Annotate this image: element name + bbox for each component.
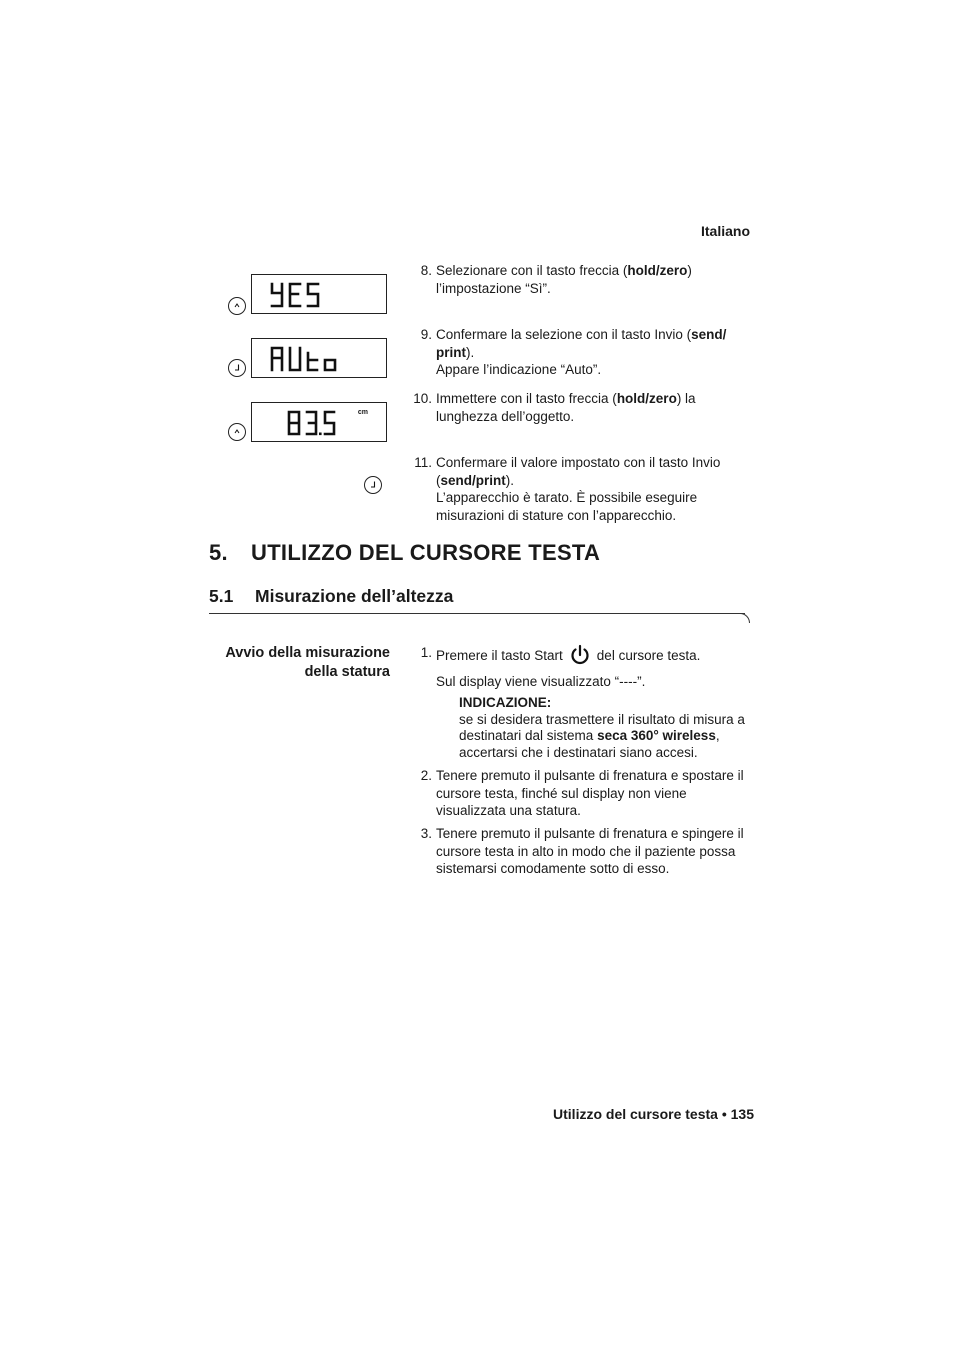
step-number: 2. (420, 768, 432, 783)
arrow-key-icon (228, 297, 246, 315)
step-text-post: ) la lunghezza dell’oggetto. (436, 391, 696, 424)
step-3 (410, 825, 755, 878)
arrow-key-icon (228, 423, 246, 441)
step-text (436, 326, 755, 379)
side-heading (200, 644, 390, 681)
step-11 (410, 454, 755, 524)
step-text-pre: Immettere con il tasto freccia ( (436, 391, 617, 406)
key-name: send/ print (436, 327, 727, 360)
step-1 (410, 644, 755, 691)
power-icon (569, 644, 591, 666)
step-text-post: ) l’impostazione “Sì”. (436, 263, 692, 296)
section-divider (209, 613, 745, 614)
key-name: hold/zero (627, 263, 688, 278)
note-title: INDICAZIONE: (459, 695, 552, 710)
step-text: Tenere premuto il pulsante di frenatura e spostare il cursore testa, finché sul display non viene visualizzata una statura. (436, 768, 744, 818)
language-label: Italiano (700, 223, 750, 239)
lcd-display-yes (251, 274, 387, 314)
step-text-post: del cursore testa. (596, 648, 701, 663)
step-result: Sul display viene visualizzato “----”. (436, 674, 646, 689)
section-heading (209, 540, 600, 566)
lcd-segments-yes (252, 275, 388, 315)
step-9 (410, 326, 755, 379)
key-name: send/print (440, 472, 506, 488)
subsection-number: 5.1 (209, 586, 234, 606)
step-text-post: ). (505, 472, 515, 488)
step-number: 9. (420, 327, 432, 342)
subsection-heading (209, 586, 453, 607)
step-text-pre: Confermare la selezione con il tasto Invio ( (436, 327, 692, 342)
lcd-display-auto (251, 338, 387, 378)
section-number: 5. (209, 540, 228, 565)
section-title: UTILIZZO DEL CURSORE TESTA (251, 540, 601, 565)
step-text: Tenere premuto il pulsante di frenatura e spingere il cursore testa in alto in modo che il paziente possa sistemarsi comodamente sotto di esso. (436, 826, 744, 876)
step-text (436, 390, 755, 425)
step-text (436, 454, 755, 524)
step-2 (410, 767, 755, 820)
step-result: Appare l’indicazione “Auto”. (436, 362, 602, 377)
note-text-post: , accertarsi che i destinatari siano accesi. (459, 728, 720, 760)
lcd-display-value (251, 402, 387, 442)
step-text-post: ). (466, 344, 475, 360)
step-result: L’apparecchio è tarato. È possibile eseguire misurazioni di stature con l’apparecchio. (436, 490, 698, 523)
side-heading-line2: della statura (304, 663, 390, 680)
enter-key-icon (228, 359, 246, 377)
note-text-pre: se si desidera trasmettere il risultato di misura a destinatari dal sistema (459, 711, 745, 743)
note-text (459, 712, 759, 762)
step-number: 11. (414, 455, 432, 470)
step-8 (410, 262, 755, 297)
lcd-segments-auto (252, 339, 388, 379)
step-number: 8. (420, 263, 432, 278)
step-number: 1. (420, 645, 432, 660)
lcd-unit: cm (357, 409, 368, 416)
enter-key-icon (364, 476, 382, 494)
page-footer: Utilizzo del cursore testa • 135 (553, 1106, 754, 1122)
step-10 (410, 390, 755, 425)
step-number: 3. (420, 826, 432, 841)
step-text-pre: Selezionare con il tasto freccia ( (436, 263, 628, 278)
product-name: seca 360° wireless (597, 728, 716, 743)
note-box (459, 695, 759, 761)
step-text-pre: Confermare il valore impostato con il tasto Invio ( (436, 455, 721, 488)
step-number: 10. (413, 391, 432, 406)
key-name: hold/zero (616, 391, 677, 406)
step-text (436, 644, 755, 691)
step-text-pre: Premere il tasto Start (436, 648, 563, 663)
side-heading-line1: Avvio della misurazione (225, 645, 390, 661)
section-divider-corner (740, 613, 750, 623)
subsection-title: Misurazione dell’altezza (255, 586, 454, 606)
step-text (436, 262, 755, 297)
